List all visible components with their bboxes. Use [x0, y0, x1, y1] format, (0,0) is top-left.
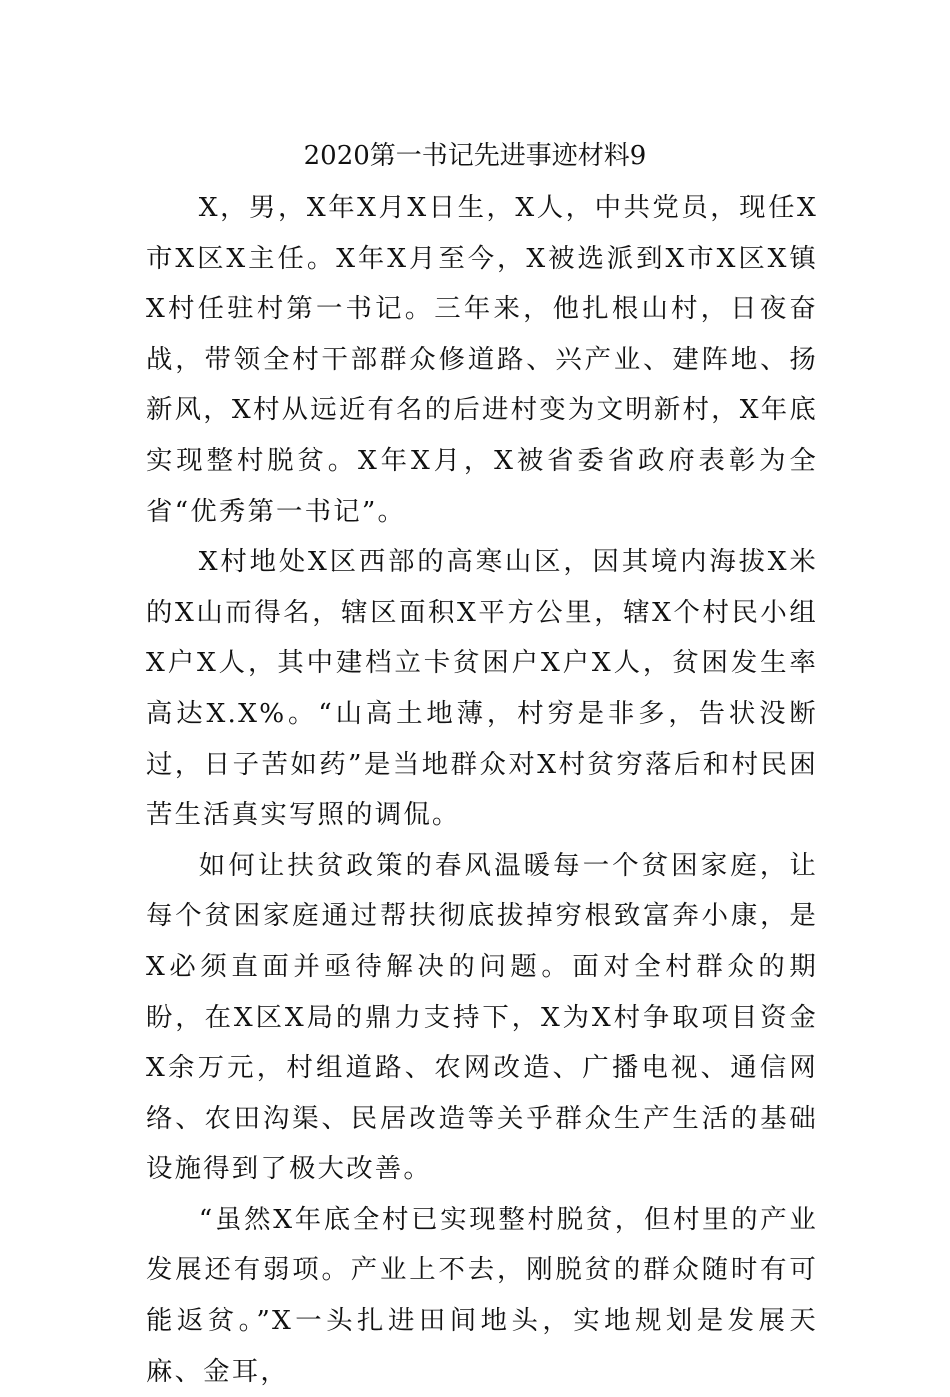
paragraph-1: X，男，X年X月X日生，X人，中共党员，现任X市X区X主任。X年X月至今，X被选派到X市X区X镇X村任驻村第一书记。三年来，他扎根山村，日夜奋战，带领全村干部群众修道路、兴产业、建阵地、扬新风，X村从远近有名的后进村变为文明新村，X年底实现整村脱贫。X年X月，X被省委省政府表彰为全省“优秀第一书记”。 [146, 192, 818, 527]
document-body [146, 183, 818, 1397]
paragraph-4: “虽然X年底全村已实现整村脱贫，但村里的产业发展还有弱项。产业上不去，刚脱贫的群众随时有可能返贫。”X一头扎进田间地头，实地规划是发展天麻、金耳， [146, 1203, 818, 1387]
paragraph-3: 如何让扶贫政策的春风温暖每一个贫困家庭，让每个贫困家庭通过帮扶彻底拔掉穷根致富奔小康，是X必须直面并亟待解决的问题。面对全村群众的期盼，在X区X局的鼎力支持下，X为X村争取项目资金X余万元，村组道路、农网改造、广播电视、通信网络、农田沟渠、民居改造等关乎群众生产生活的基础设施得到了极大改善。 [146, 849, 818, 1185]
paragraph-2: X村地处X区西部的高寒山区，因其境内海拔X米的X山而得名，辖区面积X平方公里，辖X个村民小组X户X人，其中建档立卡贫困户X户X人，贫困发生率高达X.X%。“山高土地薄，村穷是非多，告状没断过，日子苦如药”是当地群众对X村贫穷落后和村民困苦生活真实写照的调侃。 [146, 546, 818, 831]
document-title: 2020第一书记先进事迹材料9 [303, 141, 647, 171]
